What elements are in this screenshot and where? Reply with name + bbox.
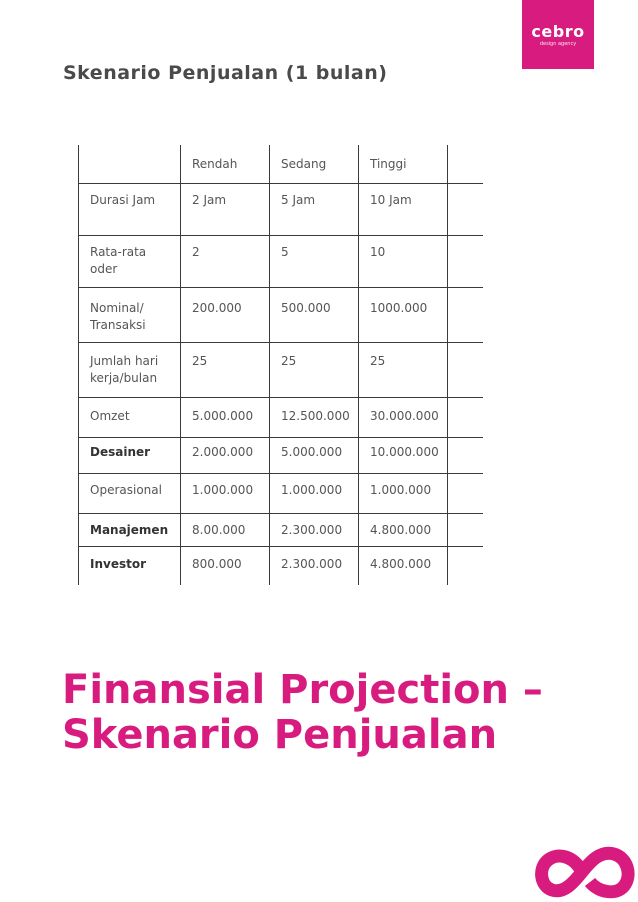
table-cell: 800.000 xyxy=(192,557,242,571)
table-cell: 1000.000 xyxy=(370,301,428,315)
table-cell: 25 xyxy=(370,354,386,368)
table-hrule xyxy=(78,437,483,438)
table-hrule xyxy=(78,235,483,236)
row-label-rata-rata: Rata-rata oder xyxy=(90,245,147,276)
table-cell: 5 xyxy=(281,245,289,259)
brand-logo-tagline: design agency xyxy=(539,41,577,47)
table-cell: 4.800.000 xyxy=(370,523,432,537)
row-label-jumlah-hari: Jumlah hari kerja/bulan xyxy=(90,354,159,385)
table-cell: 5.000.000 xyxy=(281,445,343,459)
column-header-tinggi: Tinggi xyxy=(370,157,407,171)
row-label-operasional: Operasional xyxy=(90,483,162,497)
table-vrule xyxy=(269,145,270,585)
table-cell: 1.000.000 xyxy=(281,483,343,497)
table-cell: 10.000.000 xyxy=(370,445,439,459)
table-vrule xyxy=(447,145,448,585)
column-header-rendah: Rendah xyxy=(192,157,238,171)
table-cell: 5.000.000 xyxy=(192,409,254,423)
brand-logo-word: cebro xyxy=(531,22,585,41)
infinity-logo-icon xyxy=(530,842,638,902)
table-cell: 30.000.000 xyxy=(370,409,439,423)
table-vrule xyxy=(358,145,359,585)
table-hrule xyxy=(78,342,483,343)
table-cell: 2.000.000 xyxy=(192,445,254,459)
table-cell: 1.000.000 xyxy=(192,483,254,497)
column-header-sedang: Sedang xyxy=(281,157,327,171)
brand-logo xyxy=(522,0,594,69)
table-cell: 2 xyxy=(192,245,200,259)
table-cell: 1.000.000 xyxy=(370,483,432,497)
table-hrule xyxy=(78,473,483,474)
row-label-investor: Investor xyxy=(90,557,147,571)
table-cell: 4.800.000 xyxy=(370,557,432,571)
table-cell: 25 xyxy=(192,354,208,368)
table-hrule xyxy=(78,397,483,398)
table-cell: 25 xyxy=(281,354,297,368)
page-heading: Skenario Penjualan (1 bulan) xyxy=(63,62,388,84)
table-vrule xyxy=(180,145,181,585)
table-cell: 2.300.000 xyxy=(281,523,343,537)
table-cell: 2.300.000 xyxy=(281,557,343,571)
table-cell: 200.000 xyxy=(192,301,242,315)
table-cell: 5 Jam xyxy=(281,193,316,207)
table-vrule xyxy=(78,145,79,585)
row-label-omzet: Omzet xyxy=(90,409,130,423)
table-cell: 500.000 xyxy=(281,301,331,315)
table-cell: 12.500.000 xyxy=(281,409,350,423)
table-hrule xyxy=(78,513,483,514)
row-label-desainer: Desainer xyxy=(90,445,151,459)
table-hrule xyxy=(78,546,483,547)
row-label-manajemen: Manajemen xyxy=(90,523,169,537)
row-label-nominal: Nominal/ Transaksi xyxy=(90,301,146,332)
table-hrule xyxy=(78,183,483,184)
table-cell: 10 Jam xyxy=(370,193,412,207)
table-cell: 2 Jam xyxy=(192,193,227,207)
section-title: Finansial Projection – Skenario Penjualan xyxy=(62,667,543,758)
table-cell: 10 xyxy=(370,245,386,259)
row-label-durasi: Durasi Jam xyxy=(90,193,156,207)
table-hrule xyxy=(78,287,483,288)
table-cell: 8.00.000 xyxy=(192,523,246,537)
